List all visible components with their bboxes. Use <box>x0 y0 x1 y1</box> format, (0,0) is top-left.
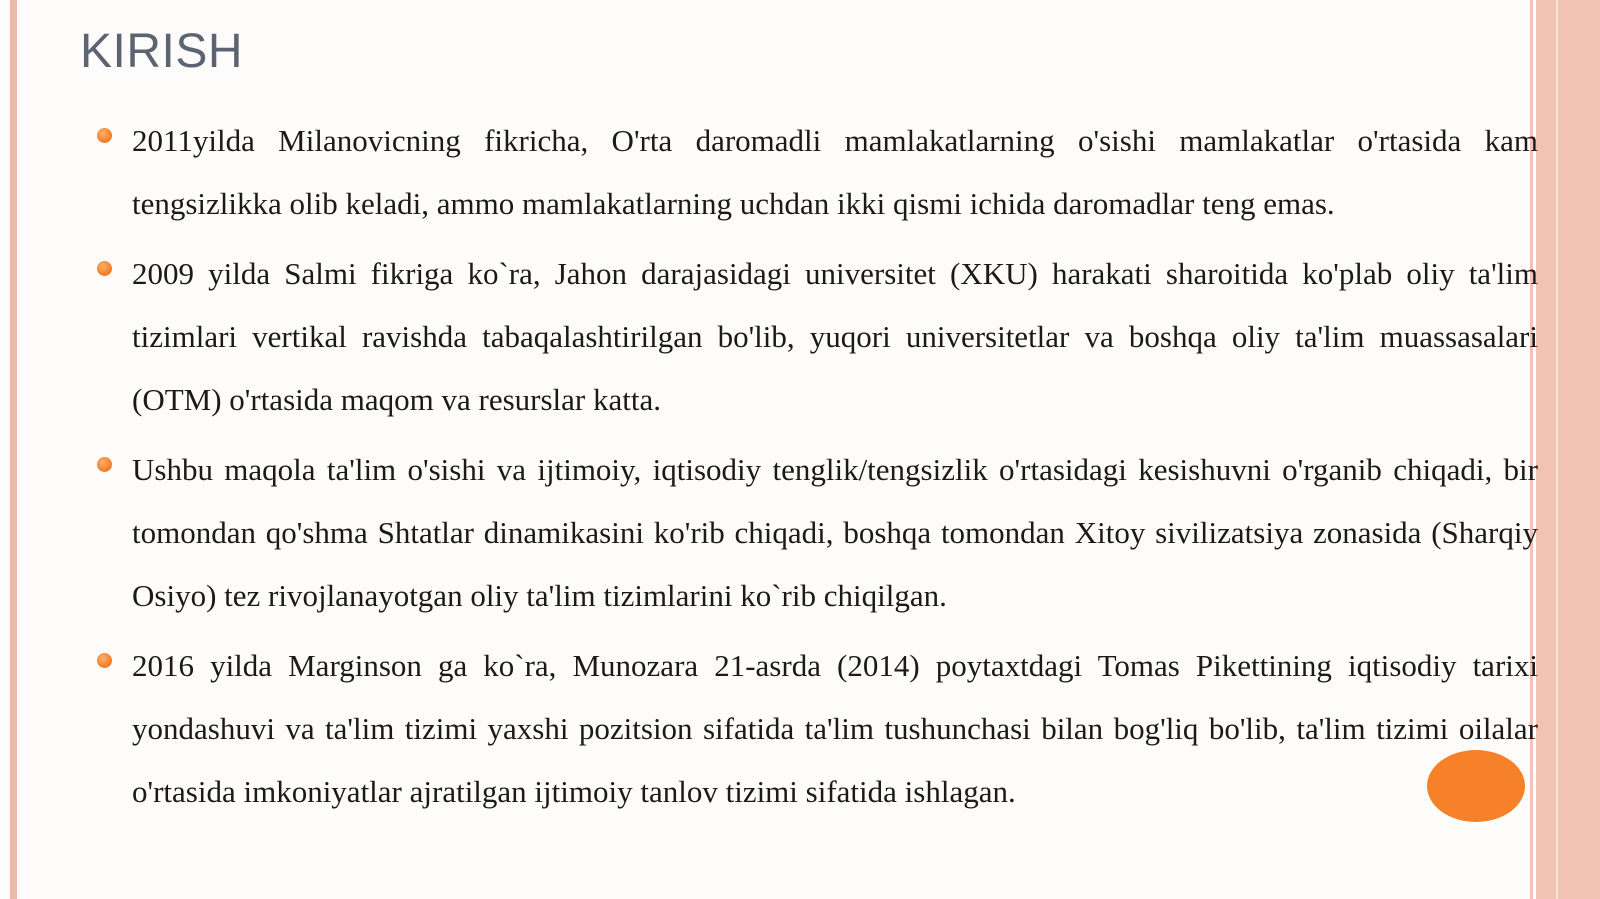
bullet-dot-icon <box>97 653 112 668</box>
list-item <box>132 109 1538 235</box>
pointer-highlight-icon <box>1427 750 1525 822</box>
bullet-dot-icon <box>97 457 112 472</box>
slide-title: KIRISH <box>80 25 244 78</box>
list-item <box>132 438 1538 627</box>
list-item <box>132 634 1538 823</box>
bullet-text: Ushbu maqola ta'lim o'sishi va ijtimoiy, iqtisodiy tenglik/tengsizlik o'rtasidagi kesishuvni o'rganib chiqadi, bir tomondan qo'shma Shtatlar dinamikasini ko'rib chiqadi, boshqa tomondan Xitoy sivilizatsiya zonasida (Sharqiy Osiyo) tez rivojlanayotgan oliy ta'lim tizimlarini ko`rib chiqilgan. <box>132 452 1538 613</box>
bullet-text: 2016 yilda Marginson ga ko`ra, Munozara 21-asrda (2014) poytaxtdagi Tomas Pikettining iqtisodiy tarixi yondashuvi va ta'lim tizimi yaxshi pozitsion sifatida ta'lim tushunchasi bilan bog'liq bo'lib, ta'lim tizimi oilalar o'rtasida imkoniyatlar ajratilgan ijtimoiy tanlov tizimi sifatida ishlagan. <box>132 648 1538 809</box>
right-decorative-line-inner <box>1556 0 1558 899</box>
list-item <box>132 242 1538 431</box>
bullet-text: 2009 yilda Salmi fikriga ko`ra, Jahon darajasidagi universitet (XKU) harakati sharoitida ko'plab oliy ta'lim tizimlari vertikal ravishda tabaqalashtirilgan bo'lib, yuqori universitetlar va boshqa oliy ta'lim muassasalari (OTM) o'rtasida maqom va resurslar katta. <box>132 256 1538 417</box>
left-border-stripe <box>10 0 17 899</box>
bullet-dot-icon <box>97 128 112 143</box>
bullet-list <box>132 109 1538 830</box>
right-decorative-band <box>1530 0 1600 899</box>
bullet-text: 2011yilda Milanovicning fikricha, O'rta daromadli mamlakatlarning o'sishi mamlakatlar o'rtasida kam tengsizlikka olib keladi, ammo mamlakatlarning uchdan ikki qismi ichida daromadlar teng emas. <box>132 123 1538 221</box>
bullet-dot-icon <box>97 261 112 276</box>
